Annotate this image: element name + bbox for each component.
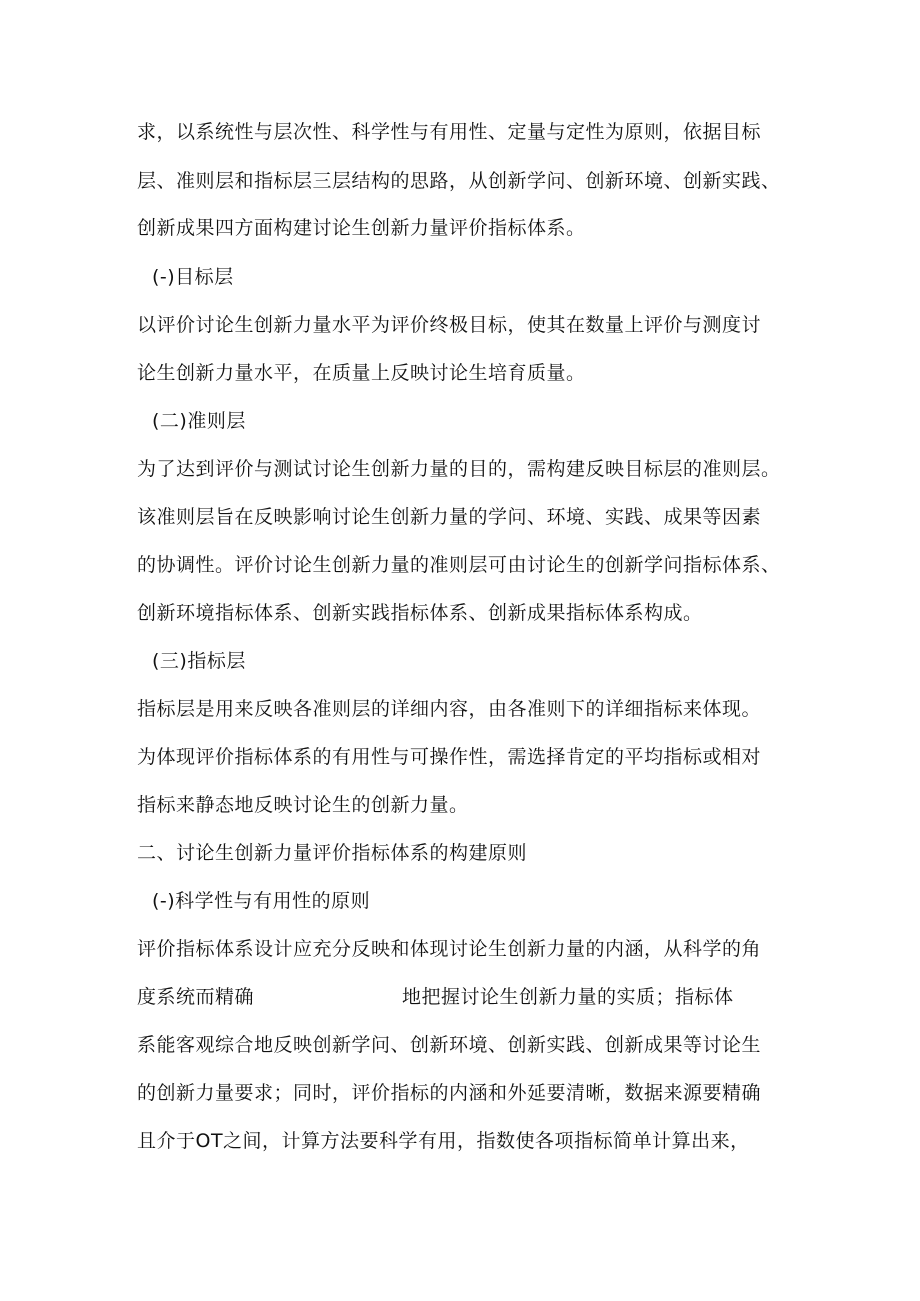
- text-line: 求，以系统性与层次性、科学性与有用性、定量与定性为原则，依据目标: [137, 121, 762, 143]
- section-heading: (二)准则层: [152, 410, 246, 432]
- text-line: 层、准则层和指标层三层结构的思路，从创新学问、创新环境、创新实践、: [137, 170, 781, 192]
- text-line: 指标层是用来反映各准则层的详细内容，由各准则下的详细指标来体现。: [137, 698, 762, 720]
- text-line: 为了达到评价与测试讨论生创新力量的目的，需构建反映目标层的准则层。: [137, 458, 781, 480]
- text-line: 度系统而精确: [137, 986, 255, 1008]
- text-line: 为体现评价指标体系的有用性与可操作性，需选择肯定的平均指标或相对: [137, 746, 762, 768]
- section-heading: (-)目标层: [152, 266, 234, 288]
- text-line: 且介于OT之间，计算方法要科学有用，指数使各项指标简单计算出来，: [137, 1130, 750, 1152]
- text-line: 论生创新力量水平，在质量上反映讨论生培育质量。: [137, 362, 586, 384]
- chapter-heading: 二、讨论生创新力量评价指标体系的构建原则: [137, 842, 528, 864]
- text-line: 以评价讨论生创新力量水平为评价终极目标，使其在数量上评价与测度讨: [137, 314, 762, 336]
- text-line: 地把握讨论生创新力量的实质；指标体: [402, 986, 734, 1008]
- section-heading: (三)指标层: [152, 650, 246, 672]
- section-heading: (-)科学性与有用性的原则: [152, 890, 371, 912]
- text-line: 评价指标体系设计应充分反映和体现讨论生创新力量的内涵，从科学的角: [137, 938, 762, 960]
- text-line: 的创新力量要求；同时，评价指标的内涵和外延要清晰，数据来源要精确: [137, 1082, 762, 1104]
- text-line: 该准则层旨在反映影响讨论生创新力量的学问、环境、实践、成果等因素: [137, 506, 762, 528]
- text-line: 创新环境指标体系、创新实践指标体系、创新成果指标体系构成。: [137, 602, 703, 624]
- text-line: 的协调性。评价讨论生创新力量的准则层可由讨论生的创新学问指标体系、: [137, 554, 781, 576]
- text-line: 系能客观综合地反映创新学问、创新环境、创新实践、创新成果等讨论生: [137, 1034, 762, 1056]
- text-line: 指标来静态地反映讨论生的创新力量。: [137, 794, 469, 816]
- text-line: 创新成果四方面构建讨论生创新力量评价指标体系。: [137, 217, 586, 239]
